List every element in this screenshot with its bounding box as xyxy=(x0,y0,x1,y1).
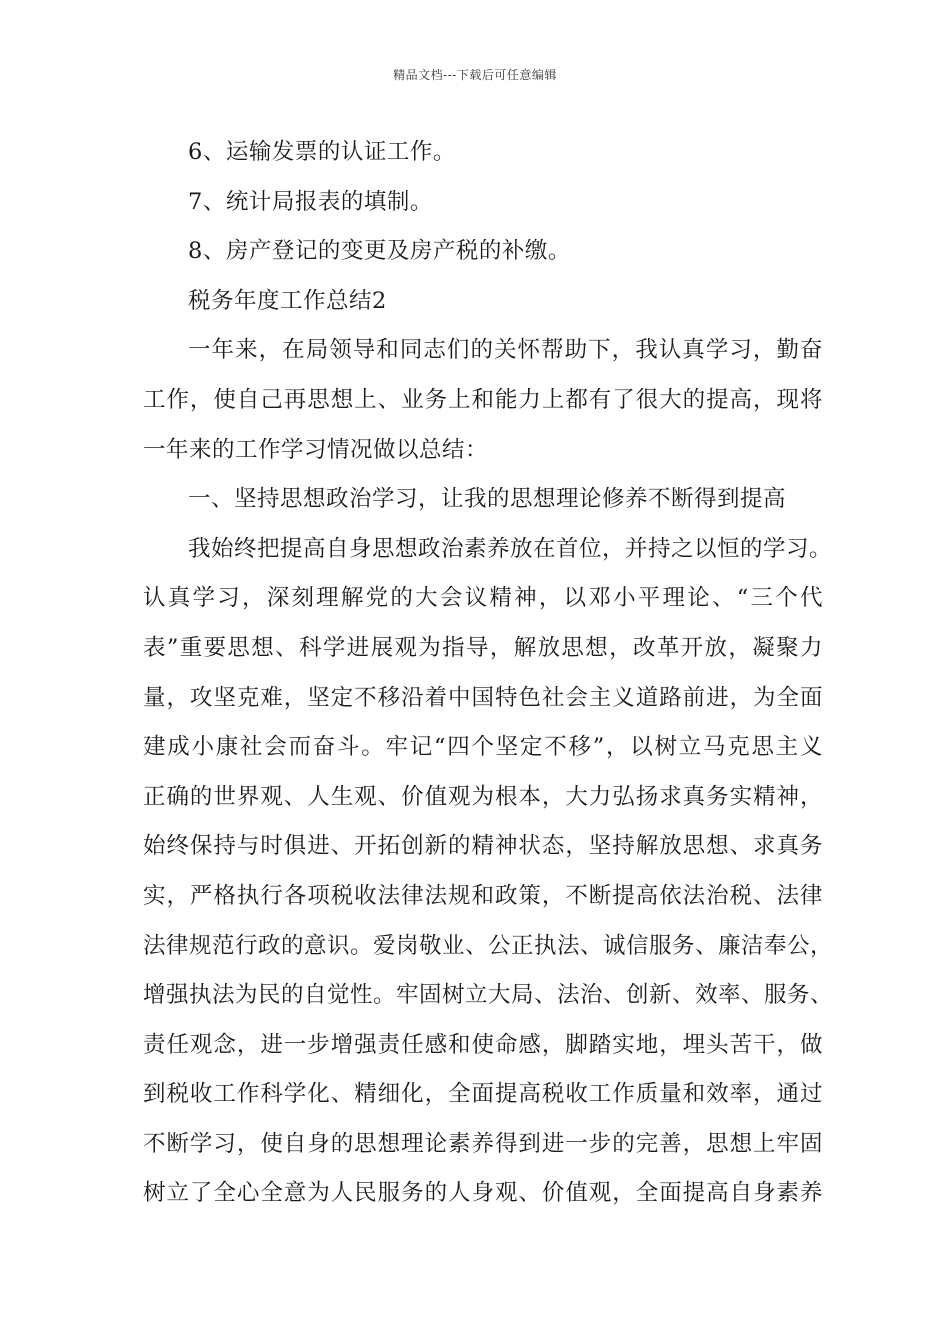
list-item-7: 7、统计局报表的填制。 xyxy=(188,188,433,215)
paragraph-line: 增强执法为民的自觉性。牢固树立大局、法治、创新、效率、服务、 xyxy=(143,982,834,1009)
paragraph-line: 实，严格执行各项税收法律法规和政策，不断提高依法治税、法律 xyxy=(143,882,823,909)
paragraph-line: 到税收工作科学化、精细化，全面提高税收工作质量和效率，通过 xyxy=(143,1081,823,1108)
paragraph-line: 法律规范行政的意识。爱岗敬业、公正执法、诚信服务、廉洁奉公， xyxy=(143,932,834,959)
paragraph-line: 表”重要思想、科学进展观为指导，解放思想，改革开放，凝聚力 xyxy=(143,634,823,661)
paragraph-line: 责任观念，进一步增强责任感和使命感，脚踏实地，埋头苦干，做 xyxy=(143,1031,823,1058)
paragraph-line: 始终保持与时俱进、开拓创新的精神状态，坚持解放思想、求真务 xyxy=(143,833,823,860)
paragraph-line: 我始终把提高自身思想政治素养放在首位，并持之以恒的学习。 xyxy=(188,535,833,562)
paragraph-line: 不断学习，使自身的思想理论素养得到进一步的完善，思想上牢固 xyxy=(143,1130,823,1157)
list-item-6: 6、运输发票的认证工作。 xyxy=(188,139,456,165)
paragraph-line: 建成小康社会而奋斗。牢记“四个坚定不移”，以树立马克思主义 xyxy=(143,734,823,761)
list-item-8: 8、房产登记的变更及房产税的补缴。 xyxy=(188,238,571,265)
paragraph-line: 一年来，在局领导和同志们的关怀帮助下，我认真学习，勤奋 xyxy=(188,337,823,364)
paragraph-line: 认真学习，深刻理解党的大会议精神，以邓小平理论、“三个代 xyxy=(143,585,823,612)
paragraph-line: 工作，使自己再思想上、业务上和能力上都有了很大的提高，现将 xyxy=(143,386,823,413)
paragraph-line: 正确的世界观、人生观、价值观为根本，大力弘扬求真务实精神， xyxy=(143,783,823,810)
paragraph-line: 树立了全心全意为人民服务的人身观、价值观，全面提高自身素养 xyxy=(143,1180,823,1207)
paragraph-line: 量，攻坚克难，坚定不移沿着中国特色社会主义道路前进，为全面 xyxy=(143,684,823,711)
section-title: 税务年度工作总结2 xyxy=(188,287,387,314)
page-header: 精品文档---下载后可任意编辑 xyxy=(393,68,557,82)
document-body xyxy=(143,128,834,1219)
paragraph-line: 一年来的工作学习情况做以总结： xyxy=(143,436,489,463)
subsection-heading: 一、坚持思想政治学习，让我的思想理论修养不断得到提高 xyxy=(188,486,787,513)
